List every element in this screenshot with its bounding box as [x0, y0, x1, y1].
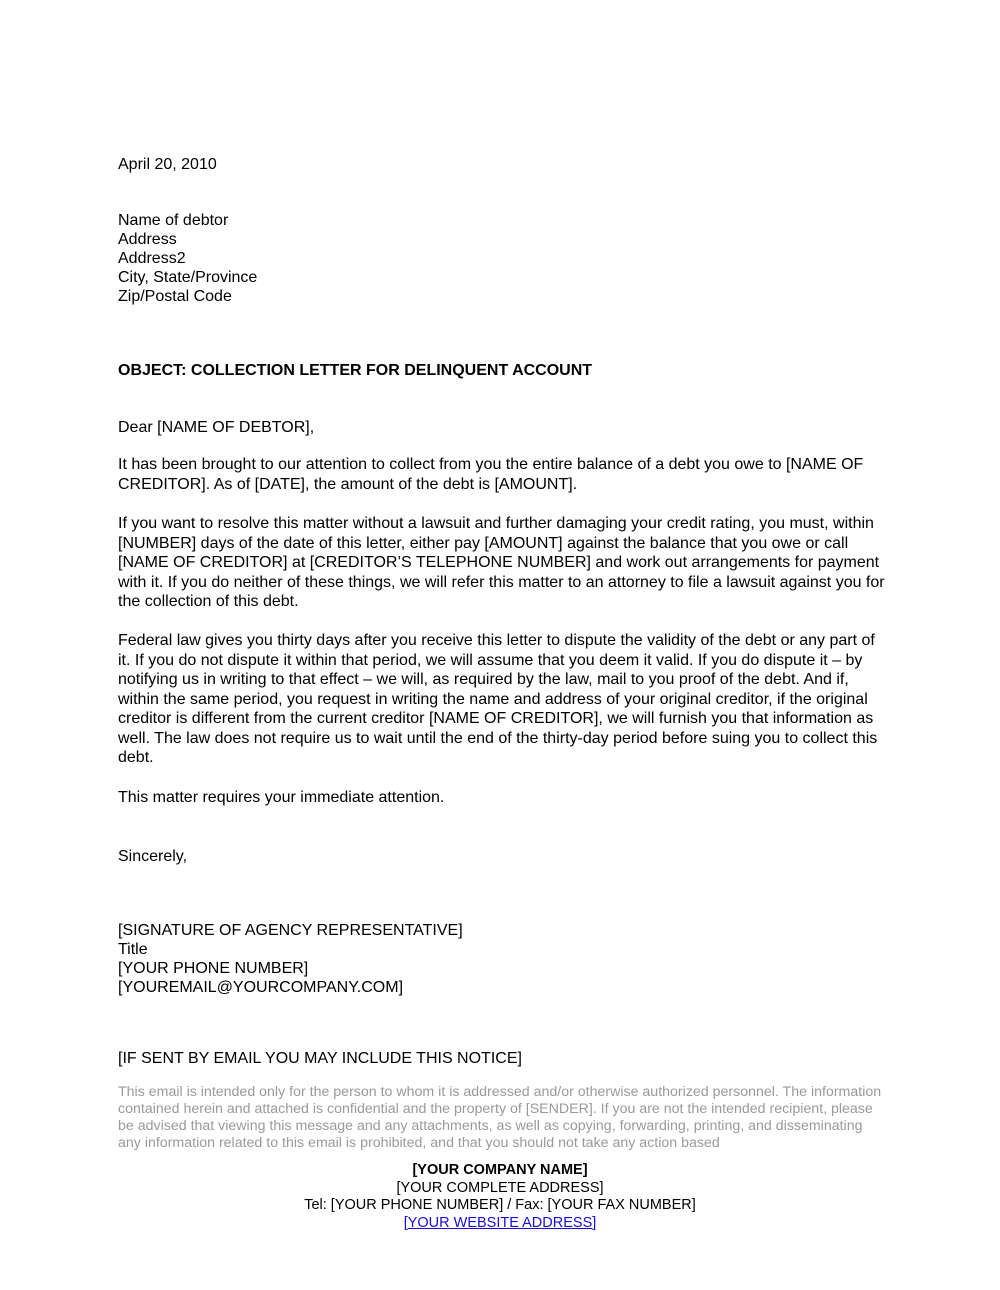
recipient-city-state: City, State/Province	[118, 269, 258, 286]
footer-contact: Tel: [YOUR PHONE NUMBER] / Fax: [YOUR FAX NUMBER]	[304, 1197, 696, 1213]
recipient-zip: Zip/Postal Code	[118, 288, 232, 305]
email-notice-heading: [IF SENT BY EMAIL YOU MAY INCLUDE THIS NOTICE]	[118, 1050, 522, 1067]
recipient-address2: Address2	[118, 250, 186, 267]
letter-page	[118, 0, 888, 1290]
recipient-address-block	[118, 211, 888, 306]
footer-website-link[interactable]: [YOUR WEBSITE ADDRESS]	[403, 1214, 597, 1231]
signature-email: [YOUREMAIL@YOURCOMPANY.COM]	[118, 979, 404, 996]
paragraph-4: This matter requires your immediate attention.	[118, 789, 445, 806]
paragraph-3: Federal law gives you thirty days after you receive this letter to dispute the validity of the debt or any part of it. If you do not dispute it within that period, we will assume that you deem it valid. If you do dispute it – by notifying us in writing to that effect – we will, as required by the law, mail to you proof of the debt. And if, within the same period, you request in writing the name and address of your original creditor, if the original creditor is different from the current creditor [NAME OF CREDITOR], we will furnish you that information as well. The law does not require us to wait until the end of the thirty-day period before suing you to collect this debt.	[118, 632, 878, 766]
signature-title: Title	[118, 941, 148, 958]
signature-block	[118, 921, 888, 997]
letter-subject: OBJECT: COLLECTION LETTER FOR DELINQUENT ACCOUNT	[118, 362, 593, 379]
recipient-name: Name of debtor	[118, 212, 229, 229]
paragraph-1: It has been brought to our attention to collect from you the entire balance of a debt you owe to [NAME OF CREDITOR]. As of [DATE], the amount of the debt is [AMOUNT].	[118, 456, 864, 493]
company-footer	[118, 1162, 882, 1232]
paragraph-2: If you want to resolve this matter without a lawsuit and further damaging your credit rating, you must, within [NUMBER] days of the date of this letter, either pay [AMOUNT] against the balance that you owe or call [NAME OF CREDITOR] at [CREDITOR’S TELEPHONE NUMBER] and work out arrangements for payment with it. If you do neither of these things, we will refer this matter to an attorney to file a lawsuit against you for the collection of this debt.	[118, 515, 885, 610]
footer-address: [YOUR COMPLETE ADDRESS]	[396, 1179, 604, 1196]
letter-date: April 20, 2010	[118, 156, 217, 173]
email-notice-body: This email is intended only for the person to whom it is addressed and/or otherwise authorized personnel. The information contained herein and attached is confidential and the property of [SENDER]. If you are not the intended recipient, please be advised that viewing this message and any attachments, as well as copying, forwarding, printing, and disseminating any information related to this email is prohibited, and that you should not take any action based	[118, 1084, 882, 1151]
footer-company-name: [YOUR COMPANY NAME]	[412, 1162, 588, 1178]
salutation: Dear [NAME OF DEBTOR],	[118, 419, 315, 436]
signature-phone: [YOUR PHONE NUMBER]	[118, 960, 309, 977]
signature-line: [SIGNATURE OF AGENCY REPRESENTATIVE]	[118, 922, 463, 939]
recipient-address: Address	[118, 231, 177, 248]
closing: Sincerely,	[118, 848, 188, 865]
